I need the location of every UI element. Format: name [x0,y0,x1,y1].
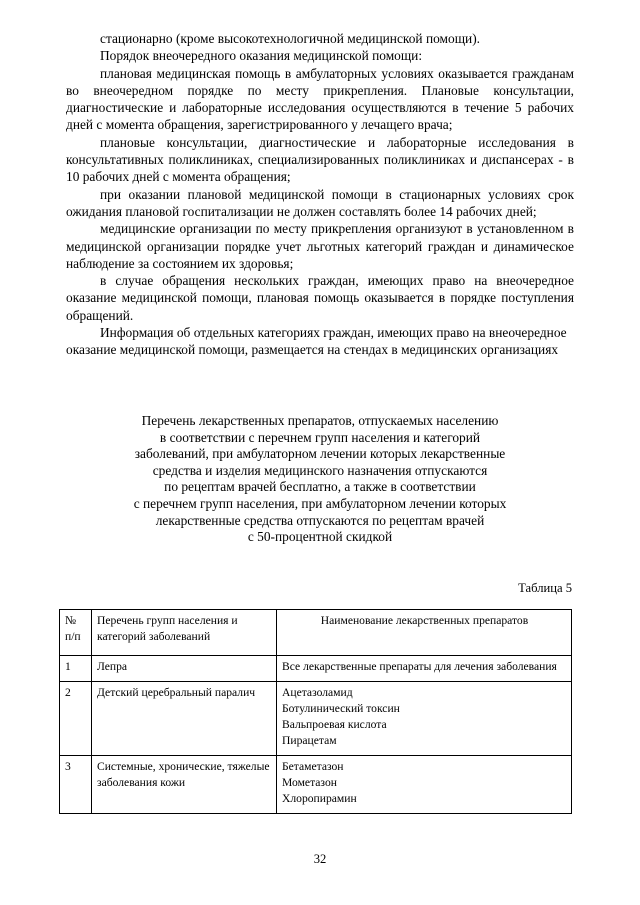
drug-item: Хлоропирамин [282,792,357,805]
heading-line: по рецептам врачей бесплатно, а также в соответствии [164,479,476,495]
medications-table [59,609,572,814]
heading-line: в соответствии с перечнем групп населения и категорий [159,429,481,445]
header-groups: Перечень групп населения и категорий заболеваний [92,610,277,656]
row-number: 2 [60,682,92,756]
drug-item: Ботулинический токсин [282,702,400,715]
table-row [60,682,572,756]
table-label: Таблица 5 [518,581,572,595]
row-group: Детский церебральный паралич [92,682,277,756]
table-row [60,756,572,814]
table-row [60,656,572,682]
heading-line: лекарственные средства отпускаются по рецептам врачей [155,512,485,528]
row-number: 1 [60,656,92,682]
header-number-line1: № [65,614,77,627]
heading-line: с 50-процентной скидкой [247,529,393,545]
table-header-row [60,610,572,656]
drug-item: Пирацетам [282,734,337,747]
drug-item: Вальпроевая кислота [282,718,387,731]
row-drugs [277,682,572,756]
drug-item: Все лекарственные препараты для лечения заболевания [282,660,557,673]
heading-line: Перечень лекарственных препаратов, отпускаемых населению [141,413,499,428]
drug-item: Бетаметазон [282,760,344,773]
row-drugs [277,656,572,682]
header-drugs: Наименование лекарственных препаратов [277,610,572,656]
drug-item: Мометазон [282,776,337,789]
paragraph: Информация об отдельных категориях граждан, имеющих право на внеочередное оказание медицинской помощи, размещается на стендах в медицинских организациях [66,325,567,358]
drug-item: Ацетазоламид [282,686,353,699]
row-group: Лепра [92,656,277,682]
paragraph: плановая медицинская помощь в амбулаторных условиях оказывается гражданам во внеочередном порядке по месту прикрепления. Плановые консультации, диагностические и лабораторные исследования осуществляются в течение 5 рабочих дней с момента обращения, зарегистрированного у лечащего врача; [66,65,574,133]
row-drugs [277,756,572,814]
row-group: Системные, хронические, тяжелые заболевания кожи [92,756,277,814]
paragraph: в случае обращения нескольких граждан, имеющих право на внеочередное оказание медицинской помощи, плановая помощь оказывается в порядке поступления обращений. [66,273,574,323]
paragraph: медицинские организации по месту прикрепления организуют в установленном в медицинской организации порядке учет льготных категорий граждан и динамическое наблюдение за состоянием их здоровья; [66,221,574,271]
paragraph: при оказании плановой медицинской помощи в стационарных условиях срок ожидания плановой госпитализации не должен составлять более 14 рабочих дней; [66,186,574,219]
body-text [66,30,574,359]
section-heading [66,413,574,546]
paragraph: плановые консультации, диагностические и лабораторные исследования в консультативных поликлиниках, специализированных поликлиниках и диспансерах - в 10 рабочих дней с момента обращения; [66,134,574,185]
header-number [60,610,92,656]
row-number: 3 [60,756,92,814]
paragraph: стационарно (кроме высокотехнологичной медицинской помощи). [100,31,481,46]
heading-line: заболеваний, при амбулаторном лечении которых лекарственные [134,446,506,462]
heading-line: средства и изделия медицинского назначения отпускаются [152,462,488,478]
heading-line: с перечнем групп населения, при амбулаторном лечении которых [133,495,507,511]
header-number-line2: п/п [65,630,81,643]
page-number: 32 [313,852,327,866]
paragraph: Порядок внеочередного оказания медицинской помощи: [100,48,423,64]
